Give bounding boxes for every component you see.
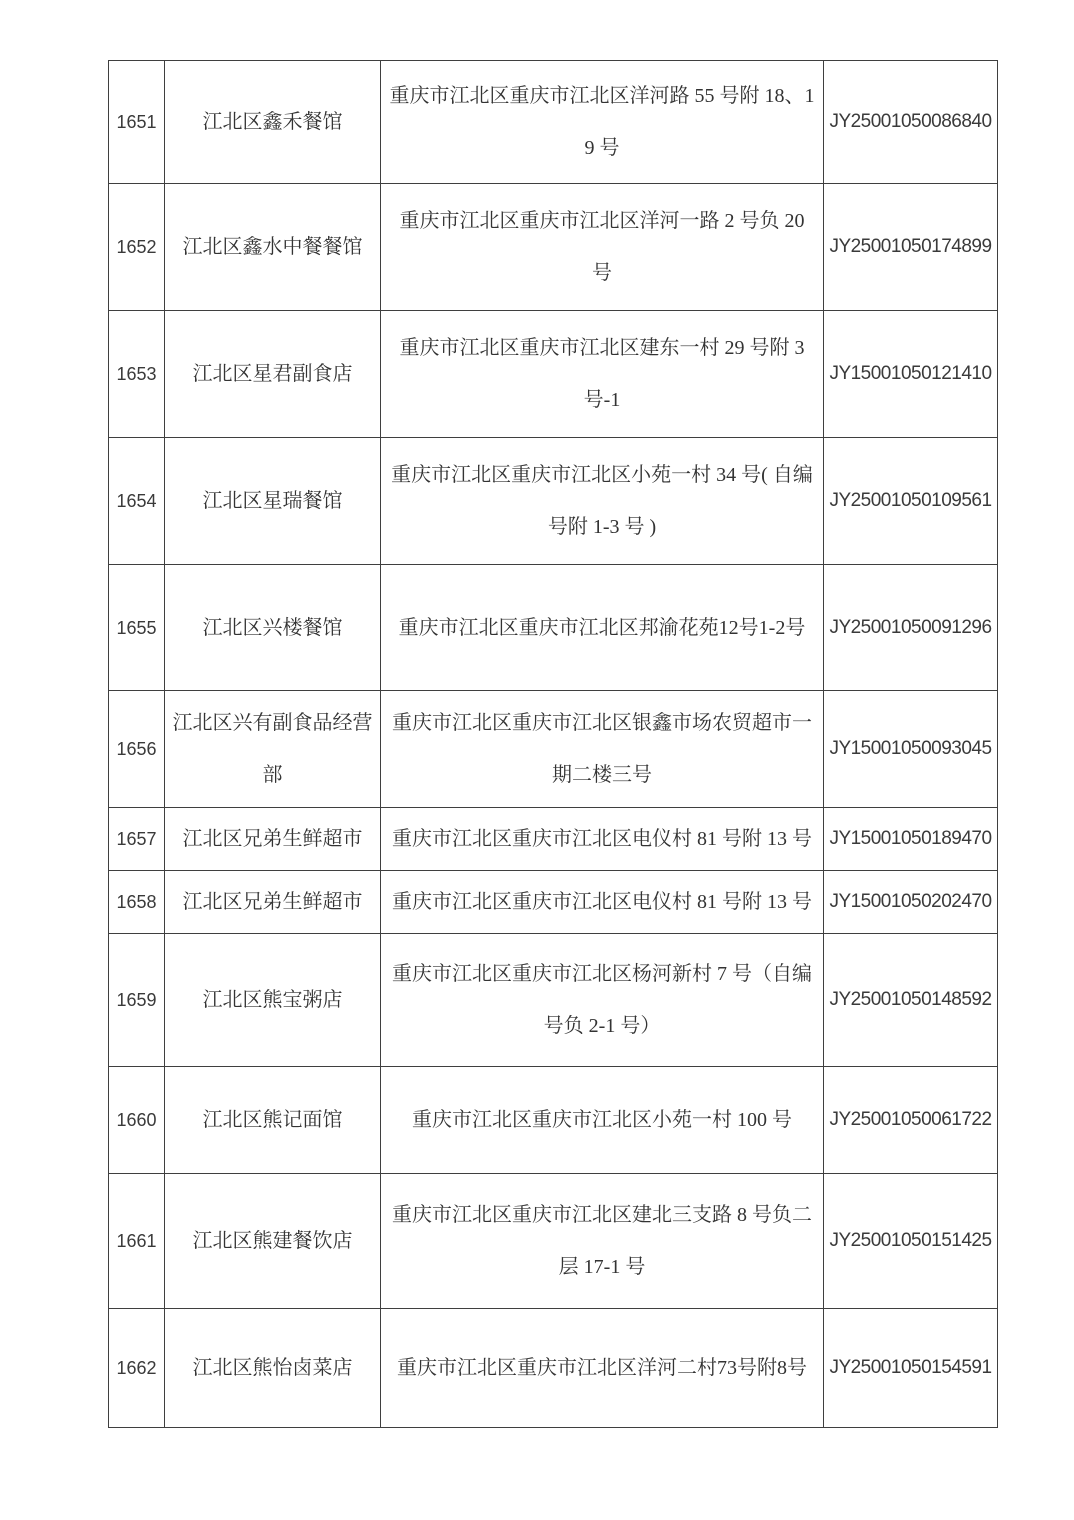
- row-number-cell: 1651: [109, 61, 165, 184]
- row-number-cell: 1661: [109, 1174, 165, 1309]
- license-number-cell: JY25001050154591: [824, 1309, 998, 1428]
- license-number-cell: JY25001050086840: [824, 61, 998, 184]
- business-name-cell: 江北区熊怡卤菜店: [165, 1309, 381, 1428]
- license-number-cell: JY25001050174899: [824, 184, 998, 311]
- license-number-cell: JY25001050061722: [824, 1067, 998, 1174]
- table-row: [109, 691, 998, 808]
- row-number-cell: 1660: [109, 1067, 165, 1174]
- table-row: [109, 565, 998, 691]
- business-name-cell: 江北区熊宝粥店: [165, 934, 381, 1067]
- business-name-cell: 江北区星君副食店: [165, 311, 381, 438]
- business-name-cell: 江北区熊记面馆: [165, 1067, 381, 1174]
- business-name-cell: 江北区兴楼餐馆: [165, 565, 381, 691]
- table-row: [109, 311, 998, 438]
- license-number-cell: JY25001050151425: [824, 1174, 998, 1309]
- address-cell: 重庆市江北区重庆市江北区洋河一路 2 号负 20 号: [381, 184, 824, 311]
- license-number-cell: JY15001050121410: [824, 311, 998, 438]
- business-name-cell: 江北区鑫禾餐馆: [165, 61, 381, 184]
- address-cell: 重庆市江北区重庆市江北区银鑫市场农贸超市一期二楼三号: [381, 691, 824, 808]
- address-cell: 重庆市江北区重庆市江北区建北三支路 8 号负二层 17-1 号: [381, 1174, 824, 1309]
- business-name-cell: 江北区兴有副食品经营部: [165, 691, 381, 808]
- row-number-cell: 1654: [109, 438, 165, 565]
- row-number-cell: 1657: [109, 808, 165, 871]
- business-name-cell: 江北区兄弟生鲜超市: [165, 808, 381, 871]
- license-number-cell: JY25001050091296: [824, 565, 998, 691]
- table-row: [109, 1174, 998, 1309]
- address-cell: 重庆市江北区重庆市江北区建东一村 29 号附 3 号-1: [381, 311, 824, 438]
- address-cell: 重庆市江北区重庆市江北区电仪村 81 号附 13 号: [381, 871, 824, 934]
- row-number-cell: 1655: [109, 565, 165, 691]
- row-number-cell: 1652: [109, 184, 165, 311]
- license-number-cell: JY15001050202470: [824, 871, 998, 934]
- permit-table: [108, 60, 998, 1428]
- address-cell: 重庆市江北区重庆市江北区邦渝花苑12号1-2号: [381, 565, 824, 691]
- row-number-cell: 1658: [109, 871, 165, 934]
- table-row: [109, 808, 998, 871]
- row-number-cell: 1656: [109, 691, 165, 808]
- business-name-cell: 江北区鑫水中餐餐馆: [165, 184, 381, 311]
- row-number-cell: 1662: [109, 1309, 165, 1428]
- row-number-cell: 1653: [109, 311, 165, 438]
- address-cell: 重庆市江北区重庆市江北区电仪村 81 号附 13 号: [381, 808, 824, 871]
- license-number-cell: JY25001050109561: [824, 438, 998, 565]
- table-row: [109, 1067, 998, 1174]
- license-number-cell: JY15001050189470: [824, 808, 998, 871]
- address-cell: 重庆市江北区重庆市江北区小苑一村 100 号: [381, 1067, 824, 1174]
- table-row: [109, 184, 998, 311]
- business-name-cell: 江北区兄弟生鲜超市: [165, 871, 381, 934]
- address-cell: 重庆市江北区重庆市江北区洋河二村73号附8号: [381, 1309, 824, 1428]
- license-number-cell: JY25001050148592: [824, 934, 998, 1067]
- license-number-cell: JY15001050093045: [824, 691, 998, 808]
- table-row: [109, 61, 998, 184]
- address-cell: 重庆市江北区重庆市江北区洋河路 55 号附 18、19 号: [381, 61, 824, 184]
- business-name-cell: 江北区熊建餐饮店: [165, 1174, 381, 1309]
- business-name-cell: 江北区星瑞餐馆: [165, 438, 381, 565]
- permit-table-body: [109, 61, 998, 1428]
- table-row: [109, 871, 998, 934]
- table-row: [109, 934, 998, 1067]
- address-cell: 重庆市江北区重庆市江北区杨河新村 7 号（自编号负 2-1 号）: [381, 934, 824, 1067]
- row-number-cell: 1659: [109, 934, 165, 1067]
- table-row: [109, 438, 998, 565]
- table-row: [109, 1309, 998, 1428]
- address-cell: 重庆市江北区重庆市江北区小苑一村 34 号( 自编号附 1-3 号 ): [381, 438, 824, 565]
